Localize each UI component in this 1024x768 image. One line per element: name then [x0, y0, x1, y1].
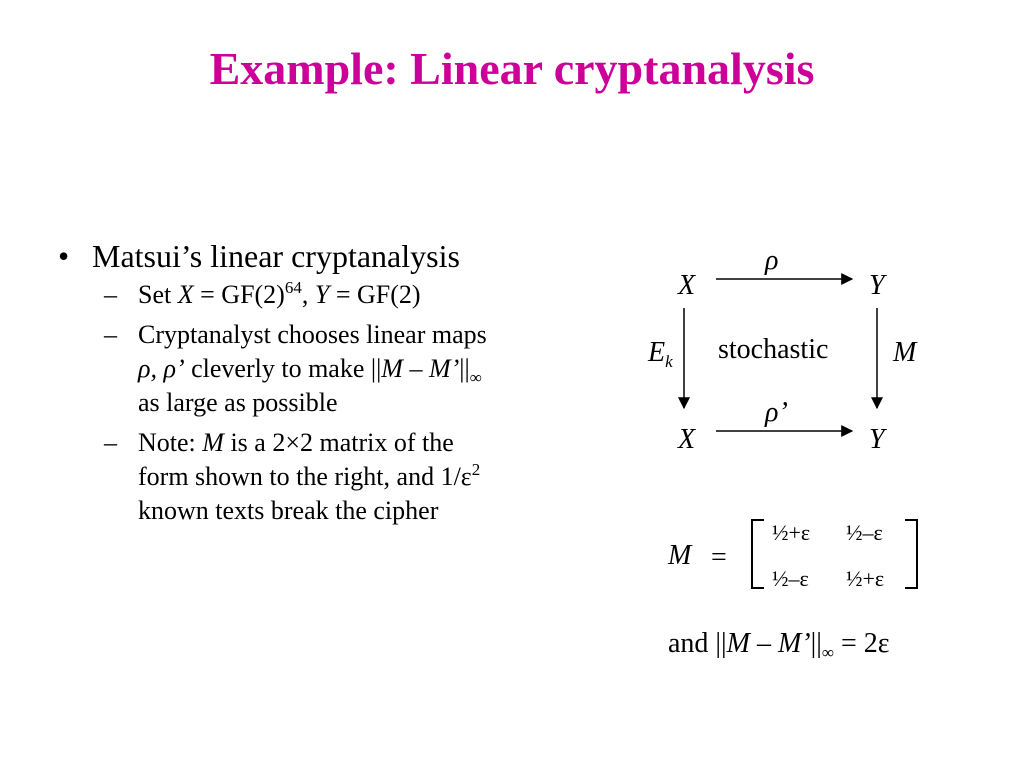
infinity-sub: ∞ [821, 643, 834, 662]
exponent-2: 2 [471, 460, 481, 479]
exponent-64: 64 [284, 278, 302, 297]
norm-close: || [459, 354, 470, 383]
set-label: Set [138, 280, 172, 309]
note-line2: form shown to the right, and 1/ε [138, 462, 472, 491]
norm: || [810, 628, 822, 659]
matrix-r2c2: ½+ε [846, 566, 885, 591]
var-m: M [726, 628, 750, 659]
var-m-prime: M’ [777, 628, 811, 659]
var-y: Y [314, 280, 330, 309]
matrix-r1c1: ½+ε [772, 520, 811, 545]
bullet-dot: • [58, 238, 70, 274]
var-m-prime: M’ [428, 354, 460, 383]
slide-title: Example: Linear cryptanalysis [209, 43, 815, 94]
note-label: Note: [138, 428, 196, 457]
note-line1: is a 2×2 matrix of the [230, 428, 454, 457]
rhs: = 2ε [840, 628, 890, 659]
diagram-y-top: Y [869, 270, 885, 301]
matrix-r1c2: ½–ε [846, 520, 883, 545]
maps-line1: Cryptanalyst chooses linear maps [138, 320, 487, 349]
main-bullet-text: Matsui’s linear cryptanalysis [92, 238, 460, 274]
conclusion-line [668, 628, 890, 662]
diagram-x-bottom: X [678, 424, 696, 455]
rho: ρ [138, 354, 151, 383]
var-m: M [202, 428, 224, 457]
maps-line3: as large as possible [138, 388, 338, 417]
diagram-y-bottom: Y [869, 424, 885, 455]
matrix-equals: = [711, 542, 727, 573]
minus: – [756, 628, 771, 659]
ek-e: E [648, 337, 666, 368]
diagram-m: M [893, 337, 917, 368]
diagram-rho-top: ρ [765, 245, 779, 276]
left-bracket [752, 520, 764, 588]
rho-sep: , [150, 354, 157, 383]
ek-k: k [665, 352, 673, 371]
diagram-x-top: X [678, 270, 696, 301]
var-m: M [381, 354, 403, 383]
dash: – [104, 428, 117, 457]
rho-prime: ρ’ [163, 354, 185, 383]
note-line3: known texts break the cipher [138, 496, 439, 525]
gf-64: = GF(2) [200, 280, 285, 309]
and-text: and || [668, 628, 727, 659]
dash: – [104, 320, 117, 349]
dash: – [104, 280, 117, 309]
minus: – [409, 354, 423, 383]
matrix-r2c1: ½–ε [772, 566, 809, 591]
right-bracket [905, 520, 917, 588]
diagram-stochastic: stochastic [718, 334, 829, 365]
comma: , [301, 280, 309, 309]
gf-2: = GF(2) [335, 280, 421, 309]
maps-line2: cleverly to make || [191, 354, 382, 383]
infinity-sub: ∞ [469, 368, 482, 387]
var-x: X [177, 280, 194, 309]
diagram-rho-bottom: ρ’ [765, 397, 788, 428]
matrix-lhs: M [668, 540, 692, 571]
